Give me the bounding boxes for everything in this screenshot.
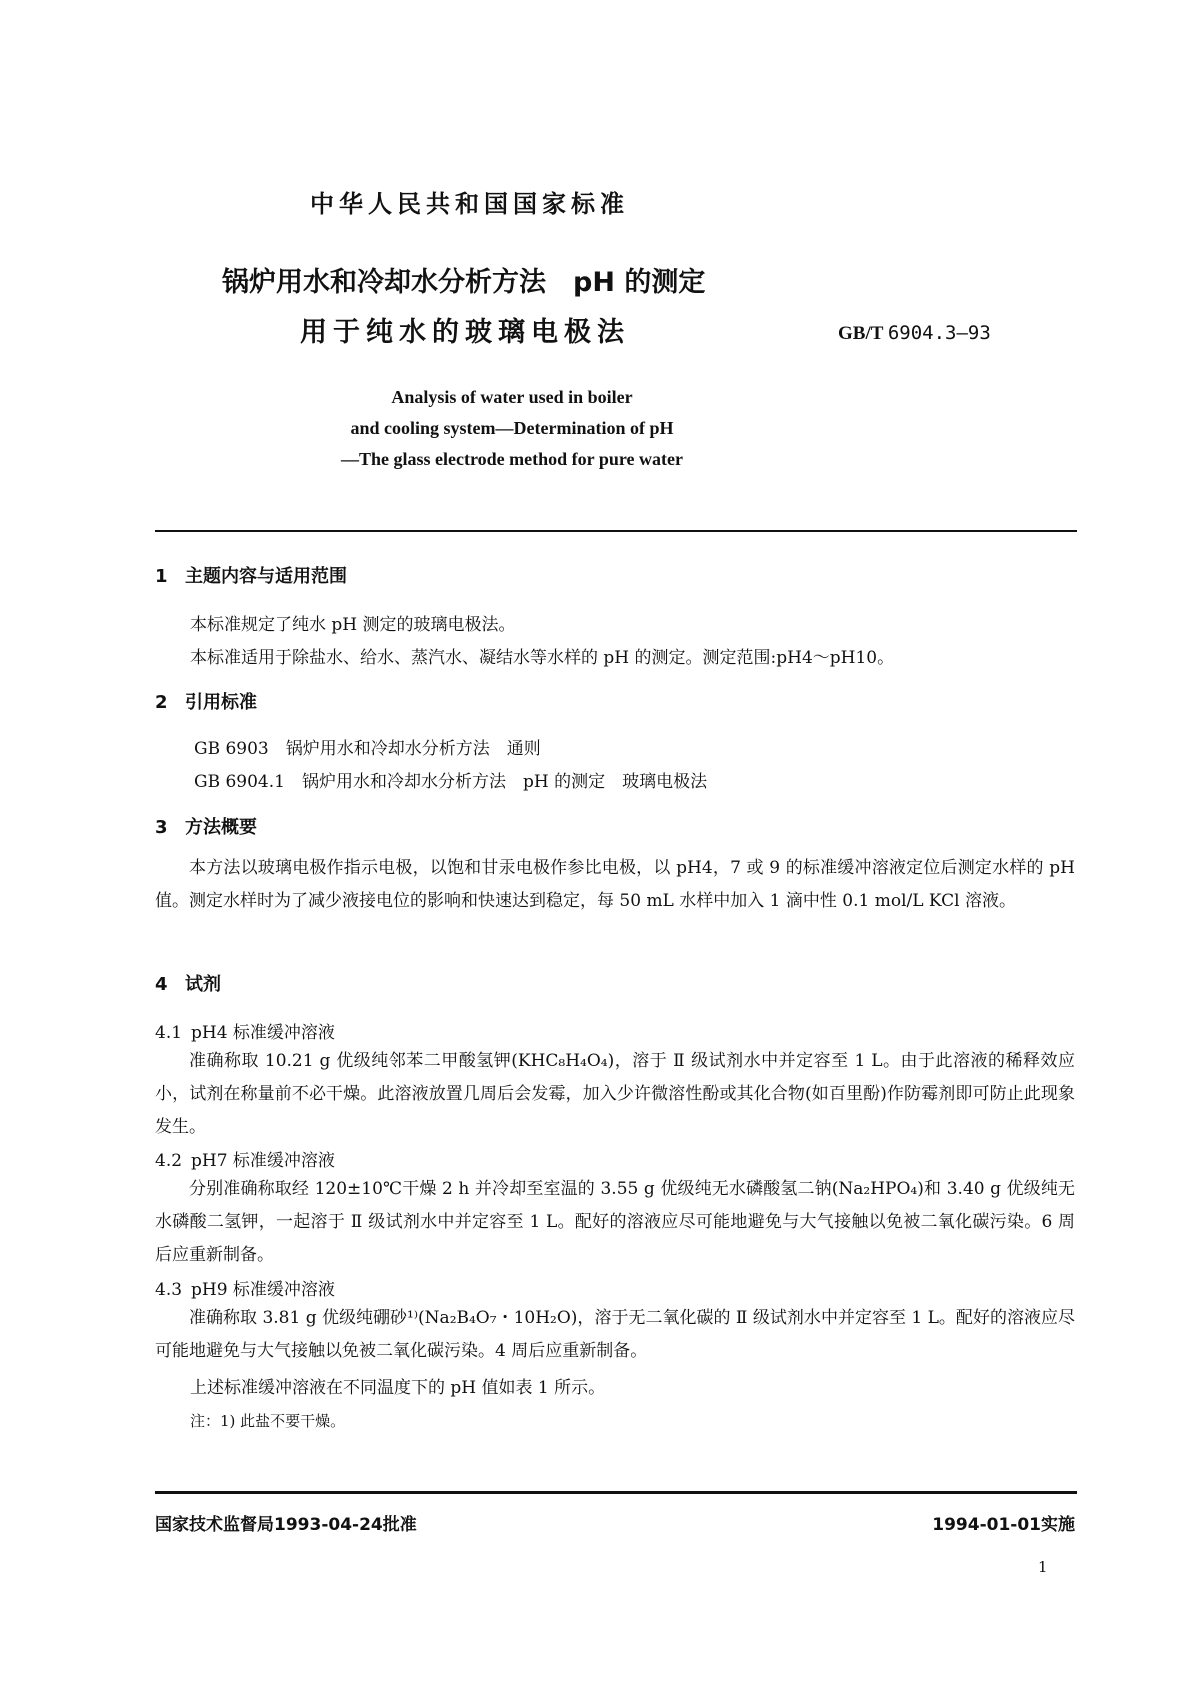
page-number: 1 [1038, 1558, 1048, 1576]
header-divider [155, 530, 1077, 532]
implementation-line: 1994-01-01实施 [932, 1515, 1075, 1535]
title-cn-line1: 锅炉用水和冷却水分析方法 pH 的测定 [222, 267, 706, 298]
subsection-4-1-title: pH4 标准缓冲溶液 [191, 1023, 335, 1043]
reference-gb6903: GB 6903 锅炉用水和冷却水分析方法 通则 [194, 739, 541, 759]
title-en-line3: —The glass electrode method for pure water [341, 449, 683, 469]
section-2-title: 引用标准 [185, 692, 257, 713]
section-4-heading [155, 970, 221, 996]
footer-divider [155, 1491, 1077, 1494]
section-1-para-1: 本标准规定了纯水 pH 测定的玻璃电极法。 [190, 615, 516, 635]
subsection-4-3-number: 4.3 [155, 1280, 183, 1300]
section-4-title: 试剂 [185, 974, 221, 995]
subsection-4-1-para: 准确称取 10.21 g 优级纯邻苯二甲酸氢钾(KHC₈H₄O₄)，溶于 Ⅱ 级试剂水中并定容至 1 L。由于此溶液的稀释效应小，试剂在称量前不必干燥。此溶液放置几周后会发霉，加入少许微溶性酚或其化合物(如百里酚)作防霉剂即可防止此现象发生。 [155, 1051, 1075, 1137]
title-en-line2: and cooling system—Determination of pH [350, 418, 674, 438]
section-1-heading [155, 562, 347, 588]
subsection-4-1-number: 4.1 [155, 1023, 183, 1043]
section-2-number: 2 [155, 692, 168, 713]
subsection-4-2-number: 4.2 [155, 1151, 183, 1171]
section-3-number: 3 [155, 817, 168, 838]
subsection-4-3-para: 准确称取 3.81 g 优级纯硼砂¹⁾(Na₂B₄O₇・10H₂O)，溶于无二氧化碳的 Ⅱ 级试剂水中并定容至 1 L。配好的溶液应尽可能地避免与大气接触以免被二氧化碳污染。4 周后应重新制备。 [155, 1308, 1075, 1361]
approval-line: 国家技术监督局1993-04-24批准 [155, 1515, 417, 1535]
section-4-number: 4 [155, 974, 168, 995]
section-3-para: 本方法以玻璃电极作指示电极，以饱和甘汞电极作参比电极，以 pH4，7 或 9 的标准缓冲溶液定位后测定水样的 pH 值。测定水样时为了减少液接电位的影响和快速达到稳定，每 50 mL 水样中加入 1 滴中性 0.1 mol/L KCl 溶液。 [155, 858, 1075, 911]
subsection-4-3-heading [155, 1275, 335, 1300]
subsection-4-1-heading [155, 1018, 335, 1043]
section-2-heading [155, 688, 257, 714]
section-3-title: 方法概要 [185, 817, 257, 838]
section-3-heading [155, 813, 257, 839]
standard-code-prefix: GB/T [838, 323, 884, 344]
reference-gb6904-1: GB 6904.1 锅炉用水和冷却水分析方法 pH 的测定 玻璃电极法 [194, 772, 708, 792]
subsection-4-2-title: pH7 标准缓冲溶液 [191, 1151, 335, 1171]
national-standard-heading: 中华人民共和国国家标准 [310, 190, 629, 218]
footnote: 注：1) 此盐不要干燥。 [190, 1412, 346, 1430]
section-1-title: 主题内容与适用范围 [185, 566, 347, 587]
section-1-para-2: 本标准适用于除盐水、给水、蒸汽水、凝结水等水样的 pH 的测定。测定范围:pH4～pH10。 [190, 648, 895, 668]
subsection-4-3-title: pH9 标准缓冲溶液 [191, 1280, 335, 1300]
title-en-line1: Analysis of water used in boiler [391, 387, 633, 407]
subsection-4-3-para-2: 上述标准缓冲溶液在不同温度下的 pH 值如表 1 所示。 [190, 1378, 606, 1398]
section-1-number: 1 [155, 566, 168, 587]
subsection-4-2-para: 分别准确称取经 120±10℃干燥 2 h 并冷却至室温的 3.55 g 优级纯无水磷酸氢二钠(Na₂HPO₄)和 3.40 g 优级纯无水磷酸二氢钾，一起溶于 Ⅱ 级试剂水中并定容至 1 L。配好的溶液应尽可能地避免与大气接触以免被二氧化碳污染。6 周后应重新制备。 [155, 1179, 1075, 1265]
standard-code [838, 322, 991, 345]
standard-code-number: 6904.3—93 [887, 322, 991, 344]
subsection-4-2-heading [155, 1146, 335, 1171]
title-cn-line2: 用于纯水的玻璃电极法 [300, 317, 630, 348]
